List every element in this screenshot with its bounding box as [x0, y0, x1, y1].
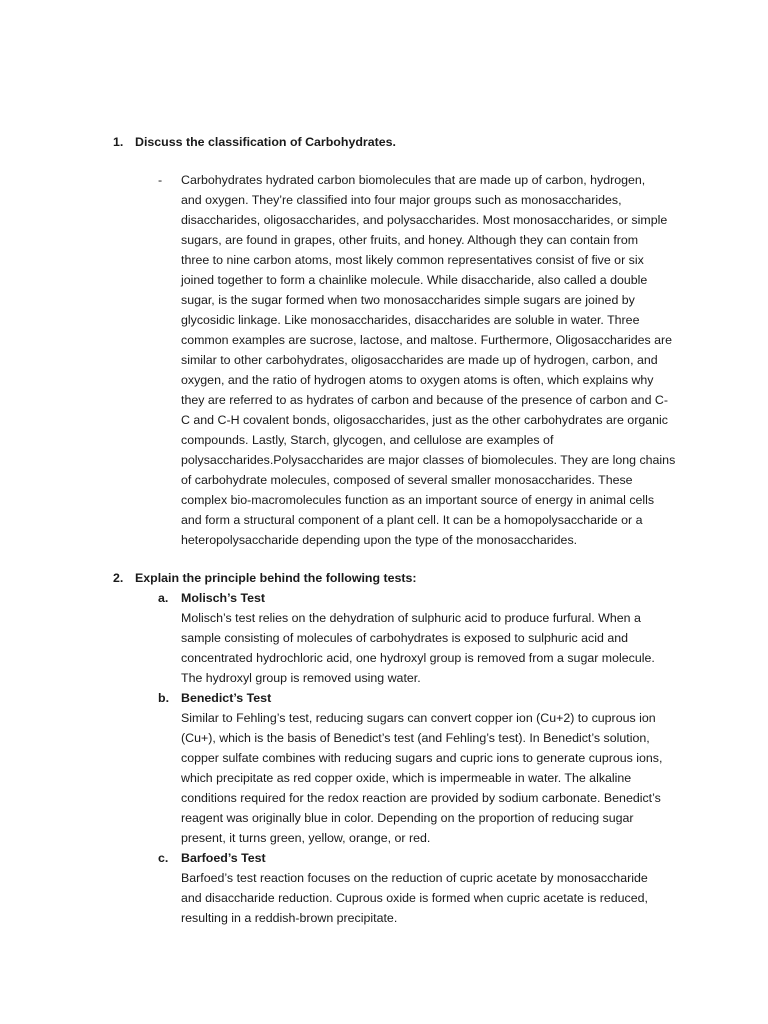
- question-2-number: 2.: [113, 571, 124, 585]
- answer-1-line: common examples are sucrose, lactose, and maltose. Furthermore, Oligosaccharides are: [181, 333, 673, 347]
- answer-1-line: sugars, are found in grapes, other fruits, and honey. Although they can contain from: [181, 233, 639, 247]
- answer-1-line: three to nine carbon atoms, most likely common representatives consist of five or six: [181, 253, 644, 267]
- subitem-b-line: Similar to Fehling’s test, reducing sugars can convert copper ion (Cu+2) to cuprous ion: [181, 711, 656, 725]
- subitem-b-line: (Cu+), which is the basis of Benedict’s test (and Fehling’s test). In Benedict’s solution,: [181, 731, 650, 745]
- question-1-title: Discuss the classification of Carbohydrates.: [135, 135, 396, 149]
- answer-1-line: and form a structural component of a plant cell. It can be a homopolysaccharide or a: [181, 513, 643, 527]
- subitem-c-line: Barfoed’s test reaction focuses on the reduction of cupric acetate by monosaccharide: [181, 871, 648, 885]
- answer-1-bullet: -: [158, 173, 163, 187]
- subitem-a-paragraph: [181, 608, 681, 688]
- question-1-number: 1.: [113, 135, 124, 149]
- answer-1-line: glycosidic linkage. Like monosaccharides, disaccharides are soluble in water. Three: [181, 313, 640, 327]
- answer-1-line: of carbohydrate molecules, composed of several smaller monosaccharides. These: [181, 473, 633, 487]
- subitem-b-line: copper sulfate combines with reducing sugars and cupric ions to generate cuprous ions,: [181, 751, 663, 765]
- subitem-b-line: which precipitate as red copper oxide, which is impermeable in water. The alkaline: [181, 771, 632, 785]
- answer-1-line: oxygen, and the ratio of hydrogen atoms to oxygen atoms is often, which explains why: [181, 373, 654, 387]
- subitem-c-title: Barfoed’s Test: [181, 851, 266, 865]
- subitem-c-letter: c.: [158, 851, 169, 865]
- answer-1-line: sugar, is the sugar formed when two monosaccharides simple sugars are joined by: [181, 293, 635, 307]
- answer-1-paragraph: [181, 170, 681, 550]
- answer-1-line: joined together to form a chainlike molecule. While disaccharide, also called a double: [181, 273, 648, 287]
- answer-1-line: complex bio-macromolecules function as an important source of energy in animal cells: [181, 493, 655, 507]
- answer-1-line: heteropolysaccharide depending upon the type of the monosaccharides.: [181, 533, 578, 547]
- answer-1-line: compounds. Lastly, Starch, glycogen, and cellulose are examples of: [181, 433, 554, 447]
- subitem-b-letter: b.: [158, 691, 170, 705]
- answer-1-line: disaccharides, oligosaccharides, and polysaccharides. Most monosaccharides, or simple: [181, 213, 668, 227]
- subitem-c-line: and disaccharide reduction. Cuprous oxide is formed when cupric acetate is reduced,: [181, 891, 648, 905]
- subitem-b-line: conditions required for the redox reaction are provided by sodium carbonate. Benedict’s: [181, 791, 661, 805]
- answer-1-line: Carbohydrates hydrated carbon biomolecules that are made up of carbon, hydrogen,: [181, 173, 646, 187]
- answer-1-line: polysaccharides.Polysaccharides are major classes of biomolecules. They are long chains: [181, 453, 676, 467]
- subitem-c-line: resulting in a reddish-brown precipitate.: [181, 911, 398, 925]
- subitem-a-line: The hydroxyl group is removed using water.: [181, 671, 421, 685]
- answer-1-line: and oxygen. They’re classified into four major groups such as monosaccharides,: [181, 193, 622, 207]
- subitem-b-line: reagent was originally blue in color. Depending on the proportion of reducing sugar: [181, 811, 634, 825]
- subitem-a-line: Molisch’s test relies on the dehydration of sulphuric acid to produce furfural. When a: [181, 611, 641, 625]
- subitem-a-line: concentrated hydrochloric acid, one hydroxyl group is removed from a sugar molecule.: [181, 651, 655, 665]
- answer-1-line: similar to other carbohydrates, oligosaccharides are made up of hydrogen, carbon, and: [181, 353, 658, 367]
- subitem-a-line: sample consisting of molecules of carbohydrates is exposed to sulphuric acid and: [181, 631, 628, 645]
- question-2-title: Explain the principle behind the following tests:: [135, 571, 417, 585]
- subitem-b-paragraph: [181, 708, 681, 848]
- subitem-b-line: present, it turns green, yellow, orange, or red.: [181, 831, 431, 845]
- subitem-c-paragraph: [181, 868, 681, 928]
- subitem-a-title: Molisch’s Test: [181, 591, 265, 605]
- answer-1-line: C and C-H covalent bonds, oligosaccharides, just as the other carbohydrates are organic: [181, 413, 668, 427]
- answer-1-line: they are referred to as hydrates of carbon and because of the presence of carbon and C-: [181, 393, 668, 407]
- subitem-b-title: Benedict’s Test: [181, 691, 272, 705]
- subitem-a-letter: a.: [158, 591, 169, 605]
